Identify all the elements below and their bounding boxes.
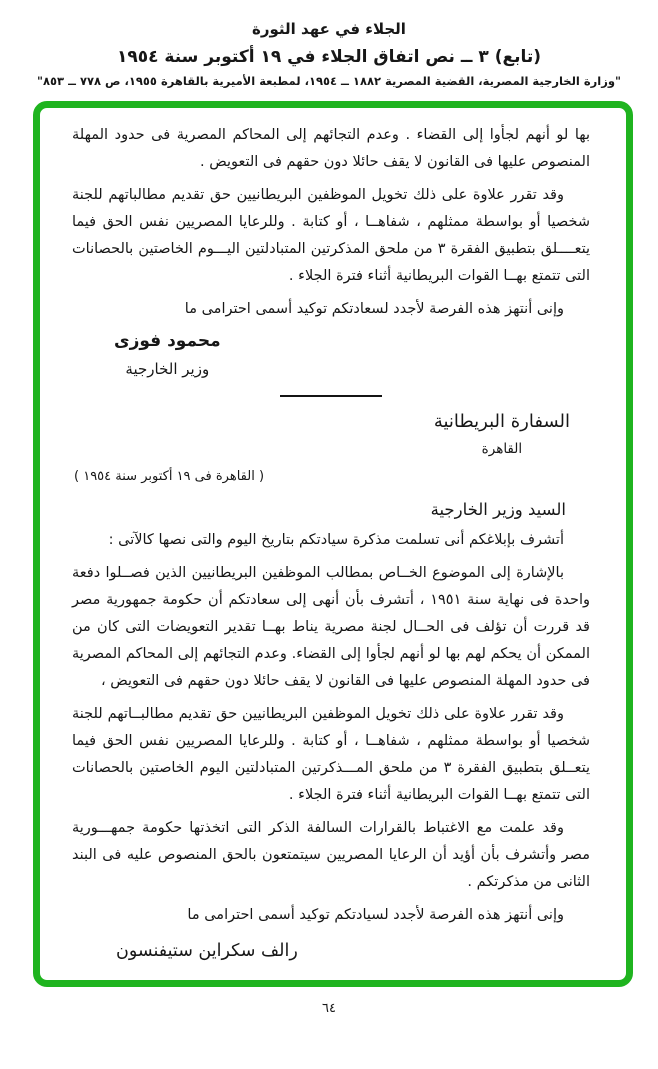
letter1-courtesy-line: وإنى أنتهز هذه الفرصة لأجدد لسعادتكم توكيد أسمى احترامى ما: [184, 301, 564, 317]
embassy-city: القاهرة: [481, 441, 523, 457]
letter2-paragraph: وقد علمت مع الاغتباط بالقرارات السالفة الذكر التى اتخذتها حكومة جمهـــورية مصر وأتشرف بأن أؤيد أن الرعايا المصريين سيتمتعون بالحق المنصوص عليه فى البند الثانى من مذكرتكم .: [72, 820, 590, 890]
source-citation: "وزارة الخارجية المصرية، القضية المصرية ١٨٨٢ ــ ١٩٥٤، لمطبعة الأميرية بالقاهرة ١٩٥٥، ص ٧٧٨ ــ ٨٥٣": [37, 74, 621, 88]
letter2-paragraph-intro: أتشرف بإبلاغكم أنى تسلمت مذكرة سيادتكم بتاريخ اليوم والتى نصها كالآتى :: [108, 532, 564, 548]
letter1-signature-title: وزير الخارجية: [125, 360, 210, 378]
page-header: [0, 0, 658, 88]
letter1-paragraph-continuation: بها لو أنهم لجأوا إلى القضاء . وعدم التجائهم إلى المحاكم المصرية فى حدود المهلة المنصوص عليها فى القانون لا يقف حائلا دون حقهم فى التعويض .: [72, 127, 590, 170]
book-title: الجلاء في عهد الثورة: [252, 20, 406, 38]
embassy-heading: [72, 410, 590, 458]
section-divider: [280, 395, 382, 397]
letter2-paragraph: بالإشارة إلى الموضوع الخــاص بمطالب الموظفين البريطانيين الذين فصــلوا دفعة واحدة فى نهاية سنة ١٩٥١ ، أتشرف بأن أنهى إلى سعادتكم أن حكومة جمهورية مصر قد قررت أن تؤلف فى الحــال لجنة مصرية يناط بهــا تقدير التعويضات التى كان من الممكن أن يحكم لهم بها لو أنهم لجأوا إلى القضاء. وعدم التجائهم إلى المحاكم المصرية فى حدود المهلة المنصوص عليها فى القانون لا يقف حائلا دون حقهم فى التعويض ،: [72, 565, 591, 689]
letter2-salutation: السيد وزير الخارجية: [430, 500, 566, 519]
section-subtitle: (تابع) ٣ ــ نص اتفاق الجلاء في ١٩ أكتوبر سنة ١٩٥٤: [116, 47, 542, 67]
embassy-name: السفارة البريطانية: [433, 411, 570, 432]
embassy-heading-inner: [434, 410, 570, 458]
green-frame: [33, 101, 633, 987]
letter2-signature-name: رالف سكراين ستيفنسون: [116, 941, 298, 961]
page-number: ٦٤: [322, 1001, 336, 1016]
letter1-signature-block: [114, 327, 221, 383]
letter1-paragraph: وقد تقرر علاوة على ذلك تخويل الموظفين البريطانيين حق تقديم مطالباتهم للجنة شخصيا أو بواسطة ممثلهم ، شفاهــا ، أو كتابة . وللرعايا المصريين نفس الحق فيما يتعــــلق بتطبيق الفقرة ٣ من ملحق المذكرتين المتبادلتين اليـــوم الخاصتين بالحصانات التى تتمتع بهــا القوات البريطانية أثناء فترة الجلاء .: [72, 187, 591, 284]
letter2-date-line: ( القاهرة فى ١٩ أكتوبر سنة ١٩٥٤ ): [74, 469, 265, 484]
letter2-courtesy-line: وإنى أنتهز هذه الفرصة لأجدد لسيادتكم توكيد أسمى احترامى ما: [187, 907, 564, 923]
letter1-signature-name: محمود فوزى: [114, 331, 221, 351]
letter2-paragraph: وقد تقرر علاوة على ذلك تخويل الموظفين البريطانيين حق تقديم مطالبــاتهم للجنة شخصيا أو بواسطة ممثلهم ، شفاهــا ، أو كتابة . وللرعايا المصريين نفس الحق فيما يتعــلق بتطبيق الفقرة ٣ من ملحق المـــذكرتين المتبادلتين اليوم الخاصتين بالحصانات التى تتمتع بهــا القوات البريطانية أثناء فترة الجلاء .: [72, 706, 590, 803]
